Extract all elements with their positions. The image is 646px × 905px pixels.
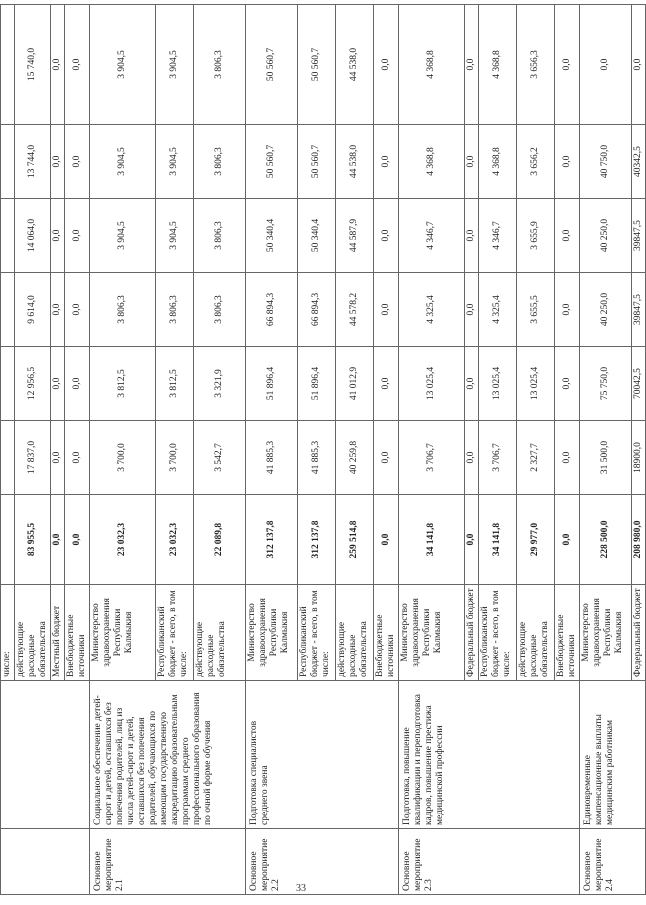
value-cell: 0,0 [555,5,580,125]
value-cell: 4 325,4 [479,273,517,347]
value-cell: 39847,5 [632,273,646,347]
budget-table [0,4,646,895]
value-cell [1,199,15,273]
value-cell: 0,0 [374,495,399,585]
table-row [246,5,298,895]
value-cell: 3 806,3 [90,273,156,347]
value-cell: 50 560,7 [298,5,336,125]
value-cell: 40342,5 [632,125,646,199]
value-cell: 51 896,4 [298,347,336,421]
value-cell: 0,0 [51,5,65,125]
value-cell [1,5,15,125]
value-cell: 4 368,8 [479,5,517,125]
value-cell: 3 904,5 [90,5,156,125]
value-cell: 3 904,5 [90,125,156,199]
value-cell: 3 706,7 [399,421,465,495]
value-cell: 0,0 [632,5,646,125]
value-cell: 50 560,7 [246,125,298,199]
value-cell: 0,0 [51,273,65,347]
value-cell: 44 538,0 [336,125,374,199]
value-cell: 3 321,9 [194,347,246,421]
value-cell: 41 885,3 [246,421,298,495]
value-cell: 4 368,8 [399,5,465,125]
table-row [399,5,465,895]
value-cell: 312 137,8 [298,495,336,585]
value-cell: 3 904,5 [90,199,156,273]
value-cell: 0,0 [465,421,479,495]
value-cell: 66 894,3 [298,273,336,347]
value-cell: 70042,5 [632,347,646,421]
value-cell: 39847,5 [632,199,646,273]
value-cell: 0,0 [65,495,90,585]
value-cell: 0,0 [555,125,580,199]
value-cell [1,421,15,495]
value-cell: 40 750,0 [580,125,632,199]
event-cell: Основное мероприятие 2.1 [90,829,246,895]
value-cell: 3 700,0 [90,421,156,495]
value-cell: 0,0 [580,5,632,125]
value-cell: 0,0 [465,5,479,125]
value-cell: 13 025,4 [399,347,465,421]
source-cell: Внебюджетные источники [555,585,580,681]
value-cell: 9 614,0 [15,273,51,347]
value-cell: 12 956,5 [15,347,51,421]
value-cell: 40 250,0 [580,273,632,347]
value-cell: 0,0 [65,199,90,273]
value-cell [1,495,15,585]
value-cell: 83 955,5 [15,495,51,585]
value-cell: 0,0 [465,125,479,199]
value-cell: 3 806,3 [194,5,246,125]
value-cell: 40 259,8 [336,421,374,495]
value-cell: 13 025,4 [517,347,555,421]
source-cell: Министерство здравоохранения Республики Калмыкия [246,585,298,681]
value-cell: 34 141,8 [479,495,517,585]
value-cell: 22 089,8 [194,495,246,585]
value-cell [1,273,15,347]
table-row [1,5,15,895]
value-cell: 0,0 [465,199,479,273]
value-cell: 0,0 [465,495,479,585]
value-cell: 312 137,8 [246,495,298,585]
value-cell: 0,0 [555,199,580,273]
value-cell: 3 812,5 [90,347,156,421]
event-cell: Основное мероприятие 2.3 [399,829,580,895]
value-cell: 3 656,3 [517,5,555,125]
value-cell: 34 141,8 [399,495,465,585]
value-cell: 0,0 [555,421,580,495]
value-cell: 0,0 [465,347,479,421]
value-cell: 3 655,9 [517,199,555,273]
value-cell: 0,0 [374,199,399,273]
value-cell: 0,0 [65,5,90,125]
value-cell: 4 325,4 [399,273,465,347]
page-number: 33 [296,883,306,894]
value-cell: 51 896,4 [246,347,298,421]
value-cell: 50 340,4 [298,199,336,273]
value-cell: 40 250,0 [580,199,632,273]
value-cell: 41 885,3 [298,421,336,495]
source-cell: Министерство здравоохранения Республики Калмыкия [399,585,465,681]
value-cell: 0,0 [51,495,65,585]
value-cell: 41 012,9 [336,347,374,421]
value-cell: 0,0 [65,125,90,199]
value-cell: 23 032,3 [156,495,194,585]
value-cell: 0,0 [374,421,399,495]
value-cell: 4 368,8 [399,125,465,199]
value-cell: 0,0 [465,273,479,347]
value-cell [1,125,15,199]
value-cell: 75 750,0 [580,347,632,421]
value-cell: 3 542,7 [194,421,246,495]
value-cell [1,347,15,421]
value-cell: 0,0 [65,347,90,421]
value-cell: 50 560,7 [246,5,298,125]
value-cell: 15 740,0 [15,5,51,125]
value-cell: 44 578,2 [336,273,374,347]
value-cell: 3 700,0 [156,421,194,495]
value-cell: 3 904,5 [156,5,194,125]
value-cell: 0,0 [51,421,65,495]
value-cell: 3 904,5 [156,199,194,273]
value-cell: 66 894,3 [246,273,298,347]
value-cell: 0,0 [555,273,580,347]
value-cell: 228 500,0 [580,495,632,585]
value-cell: 0,0 [51,199,65,273]
source-cell: Федеральный бюджет [465,585,479,681]
source-cell: действующие расходные обязательства [517,585,555,681]
value-cell: 0,0 [555,495,580,585]
value-cell: 17 837,0 [15,421,51,495]
source-cell: Местный бюджет [51,585,65,681]
source-cell: Республиканский бюджет - всего, в том числе: [479,585,517,681]
value-cell: 0,0 [51,125,65,199]
value-cell: 3 806,3 [156,273,194,347]
table-row [90,5,156,895]
value-cell: 3 655,5 [517,273,555,347]
value-cell: 14 064,0 [15,199,51,273]
value-cell: 3 904,5 [156,125,194,199]
value-cell: 3 806,3 [194,125,246,199]
value-cell: 3 656,2 [517,125,555,199]
value-cell: 3 806,3 [194,273,246,347]
value-cell: 29 977,0 [517,495,555,585]
value-cell: 0,0 [374,273,399,347]
program-cell: Подготовка специалистов среднего звена [246,681,399,829]
source-cell: Республиканский бюджет - всего, в том числе: [298,585,336,681]
value-cell: 0,0 [65,421,90,495]
value-cell: 50 560,7 [298,125,336,199]
value-cell: 4 346,7 [399,199,465,273]
value-cell: 208 980,0 [632,495,646,585]
value-cell: 23 032,3 [90,495,156,585]
value-cell: 13 744,0 [15,125,51,199]
value-cell: 18900,0 [632,421,646,495]
value-cell: 0,0 [374,347,399,421]
event-cell: Основное мероприятие 2.4 [580,829,646,895]
source-cell: числе: [1,585,15,681]
source-cell: Внебюджетные источники [65,585,90,681]
event-cell [1,829,90,895]
program-cell [1,681,90,829]
value-cell: 0,0 [374,125,399,199]
value-cell: 0,0 [65,273,90,347]
source-cell: Внебюджетные источники [374,585,399,681]
value-cell: 31 500,0 [580,421,632,495]
program-cell: Социальное обеспечение детей-сирот и детей, оставшихся без попечения родителей, лиц из числа детей-сирот и детей, оставшихся без попечения родителей, обучающихся по имеющим государственную аккредитацию образовательным программам среднего профессионального образования по очной форме обучения [90,681,246,829]
value-cell: 13 025,4 [479,347,517,421]
value-cell: 0,0 [374,5,399,125]
table-body [1,5,646,895]
source-cell: действующие расходные обязательства [15,585,51,681]
value-cell: 0,0 [555,347,580,421]
program-cell: Единовременные компенсационные выплаты медицинским работникам [580,681,646,829]
value-cell: 4 346,7 [479,199,517,273]
program-cell: Подготовка, повышение квалификации и переподготовка кадров, повышение престижа медицинской профессии [399,681,580,829]
source-cell: Федеральный бюджет [632,585,646,681]
value-cell: 0,0 [51,347,65,421]
value-cell: 3 806,3 [194,199,246,273]
value-cell: 3 706,7 [479,421,517,495]
value-cell: 50 340,4 [246,199,298,273]
event-cell: Основное мероприятие 2.2 [246,829,399,895]
value-cell: 44 587,9 [336,199,374,273]
source-cell: Республиканский бюджет - всего, в том числе: [156,585,194,681]
value-cell: 2 327,7 [517,421,555,495]
rotated-page [0,5,643,895]
table-row [580,5,632,895]
value-cell: 44 538,0 [336,5,374,125]
source-cell: Министерство здравоохранения Республики Калмыкия [90,585,156,681]
source-cell: действующие расходные обязательства [336,585,374,681]
value-cell: 3 812,5 [156,347,194,421]
value-cell: 4 368,8 [479,125,517,199]
source-cell: Министерство здравоохранения Республики Калмыкия [580,585,632,681]
source-cell: действующие расходные обязательства [194,585,246,681]
value-cell: 259 514,8 [336,495,374,585]
